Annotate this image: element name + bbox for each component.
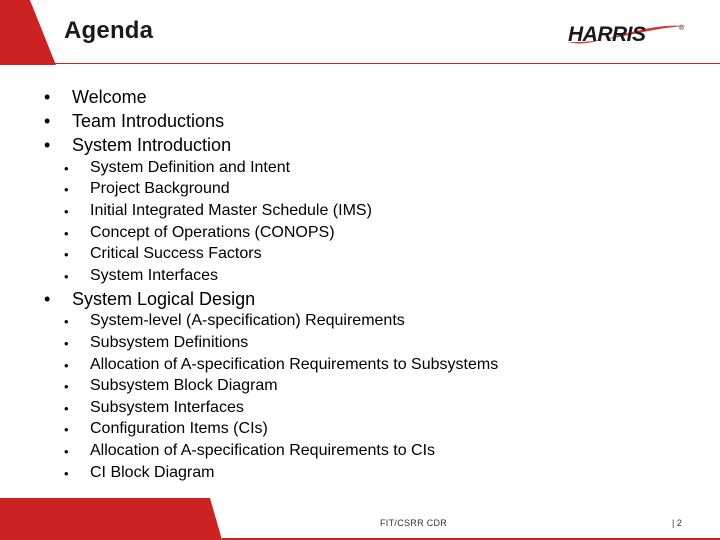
bullet-icon: •: [44, 135, 51, 155]
agenda-subitem-text: Subsystem Block Diagram: [90, 377, 278, 394]
agenda-item-text: Welcome: [72, 87, 147, 107]
page-title: Agenda: [64, 17, 154, 44]
agenda-subitem-text: Initial Integrated Master Schedule (IMS): [90, 202, 372, 219]
agenda-item-text: System Introduction: [72, 135, 232, 155]
agenda-subitem-text: Subsystem Definitions: [90, 334, 249, 351]
footer-label: FIT/CSRR CDR: [380, 518, 448, 528]
bullet-icon: •: [64, 401, 69, 416]
agenda-item-text: System Logical Design: [72, 289, 256, 309]
agenda-subitem-text: Project Background: [90, 180, 230, 197]
bullet-icon: •: [64, 314, 69, 329]
bullet-icon: •: [64, 358, 69, 373]
agenda-item-text: Team Introductions: [72, 111, 225, 131]
bullet-icon: •: [44, 87, 51, 107]
agenda-subitem-text: Configuration Items (CIs): [90, 420, 268, 437]
svg-text:®: ®: [679, 25, 685, 32]
agenda-subitem-text: Critical Success Factors: [90, 245, 262, 262]
bullet-icon: •: [64, 379, 69, 394]
agenda-subitem-text: CI Block Diagram: [90, 464, 215, 481]
agenda-subitem-text: Concept of Operations (CONOPS): [90, 224, 335, 241]
bullet-icon: •: [64, 161, 69, 176]
bullet-icon: •: [44, 289, 51, 309]
agenda-subitem-text: System Definition and Intent: [90, 159, 291, 176]
agenda-subitem-text: Allocation of A-specification Requirements to Subsystems: [90, 356, 499, 373]
footer-accent-graphic: [0, 498, 720, 540]
agenda-subitem-text: Subsystem Interfaces: [90, 399, 244, 416]
bullet-icon: •: [64, 204, 69, 219]
bullet-icon: •: [64, 182, 69, 197]
bullet-icon: •: [64, 336, 69, 351]
agenda-subitem-text: Allocation of A-specification Requirements to CIs: [90, 442, 436, 459]
page-number: | 2: [672, 518, 682, 528]
bullet-icon: •: [64, 422, 69, 437]
bullet-icon: •: [64, 226, 69, 241]
bullet-icon: •: [64, 247, 69, 262]
bullet-icon: •: [44, 111, 51, 131]
bullet-icon: •: [64, 466, 69, 481]
bullet-icon: •: [64, 269, 69, 284]
bullet-icon: •: [64, 444, 69, 459]
agenda-subitem-text: System Interfaces: [90, 267, 219, 284]
svg-text:HARRIS: HARRIS: [568, 23, 646, 46]
agenda-subitem-text: System-level (A-specification) Requirements: [90, 312, 405, 329]
